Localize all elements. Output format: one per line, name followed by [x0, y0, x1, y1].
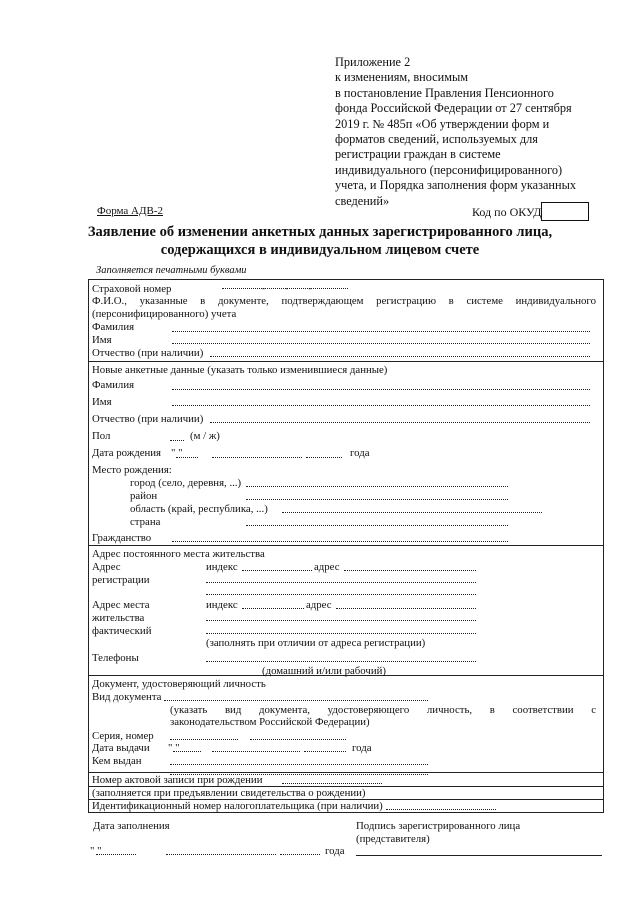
- birth-year-suffix: года: [350, 447, 370, 459]
- divider: [88, 361, 604, 362]
- fact-address-field-3[interactable]: [206, 633, 476, 634]
- birth-date-label: Дата рождения: [92, 447, 162, 459]
- okud-label: Код по ОКУД: [472, 205, 542, 219]
- issue-date-label: Дата выдачи: [92, 742, 150, 754]
- new-patronymic-field[interactable]: [210, 422, 590, 423]
- fill-year-field[interactable]: [280, 854, 320, 855]
- issue-year-suffix: года: [352, 742, 372, 754]
- current-patronymic-field[interactable]: [210, 356, 590, 357]
- fact-address-field[interactable]: [336, 608, 476, 609]
- fill-year-suffix: года: [325, 845, 345, 857]
- current-surname-field[interactable]: [172, 331, 590, 332]
- fill-note: Заполняется печатными буквами: [96, 265, 247, 276]
- citizenship-field[interactable]: [172, 541, 508, 542]
- fill-date-quote: " ": [90, 845, 102, 857]
- region-field[interactable]: [282, 512, 542, 513]
- issued-by-field[interactable]: [170, 764, 428, 765]
- reg-address-label-2: регистрации: [92, 574, 150, 586]
- number-field[interactable]: [250, 739, 346, 740]
- fill-date-label: Дата заполнения: [93, 820, 170, 832]
- new-surname-label: Фамилия: [92, 379, 135, 391]
- fio-caption: Ф.И.О., указанные в документе, подтверждающем регистрацию в системе индивидуального: [92, 295, 596, 307]
- fact-address-field-2[interactable]: [206, 620, 476, 621]
- sex-label: Пол: [92, 430, 111, 442]
- appendix-line: Приложение 2: [335, 55, 411, 69]
- new-data-header: Новые анкетные данные (указать только изменившиеся данные): [92, 364, 388, 376]
- fio-caption-2: (персонифицированного) учета: [92, 308, 237, 320]
- appendix-line: фонда Российской Федерации от 27 сентября: [335, 101, 572, 116]
- document-header: Документ, удостоверяющий личность: [92, 678, 266, 690]
- divider: [88, 545, 604, 546]
- fill-day-field[interactable]: [96, 854, 136, 855]
- birth-record-label: Номер актовой записи при рождении: [92, 774, 263, 786]
- issued-by-label: Кем выдан: [92, 755, 142, 767]
- birth-record-field[interactable]: [282, 783, 382, 784]
- current-name-label: Имя: [92, 334, 112, 346]
- reg-address-field-3[interactable]: [206, 594, 476, 595]
- address-header: Адрес постоянного места жительства: [92, 548, 265, 560]
- city-field[interactable]: [246, 486, 508, 487]
- doc-type-note-2: законодательством Российской Федерации): [170, 716, 370, 728]
- appendix-line: к изменениям, вносимым: [335, 70, 469, 85]
- appendix-block: [335, 55, 615, 209]
- fact-address-label: Адрес места: [92, 599, 150, 611]
- phones-note: (домашний и/или рабочий): [262, 665, 386, 677]
- sex-field[interactable]: [170, 440, 184, 441]
- fact-index-label: индекс: [206, 599, 238, 611]
- snils-label: Страховой номер: [92, 283, 172, 295]
- doc-type-note: (указать вид документа, удостоверяющего личность, в соответствии с: [170, 704, 596, 716]
- appendix-line: форматов сведений, используемых для: [335, 132, 538, 147]
- signature-field[interactable]: [356, 855, 602, 856]
- issue-day-field[interactable]: [173, 751, 201, 752]
- series-label: Серия, номер: [92, 730, 154, 742]
- form-code: Форма АДВ-2: [97, 205, 163, 217]
- sex-hint: (м / ж): [190, 430, 220, 442]
- fact-address-label-2: жительства: [92, 612, 145, 624]
- fact-address-note: (заполнять при отличии от адреса регистрации): [206, 637, 426, 649]
- new-name-field[interactable]: [172, 405, 590, 406]
- form-title-line1: Заявление об изменении анкетных данных зарегистрированного лица,: [87, 224, 553, 240]
- appendix-line: в постановление Правления Пенсионного: [335, 85, 554, 100]
- divider: [88, 772, 604, 773]
- series-field[interactable]: [170, 739, 238, 740]
- district-field[interactable]: [246, 499, 508, 500]
- signature-label: Подпись зарегистрированного лица: [356, 820, 521, 832]
- form-title-line2: содержащихся в индивидуальном лицевом счете: [160, 242, 480, 258]
- reg-index-label: индекс: [206, 561, 238, 573]
- country-label: страна: [130, 516, 161, 528]
- issue-month-field[interactable]: [212, 751, 300, 752]
- citizenship-label: Гражданство: [92, 532, 152, 544]
- appendix-line: сведений»: [335, 193, 390, 208]
- phones-field[interactable]: [206, 661, 476, 662]
- current-name-field[interactable]: [172, 343, 590, 344]
- new-surname-field[interactable]: [172, 389, 590, 390]
- signature-label-2: (представителя): [356, 833, 430, 845]
- birth-day-field[interactable]: [176, 457, 198, 458]
- inn-field[interactable]: [386, 809, 496, 810]
- new-patronymic-label: Отчество (при наличии): [92, 413, 204, 425]
- current-surname-label: Фамилия: [92, 321, 135, 333]
- doc-type-field[interactable]: [164, 700, 428, 701]
- fact-addr-label: адрес: [306, 599, 332, 611]
- birth-place-label: Место рождения:: [92, 464, 172, 476]
- reg-address-label: Адрес: [92, 561, 121, 573]
- okud-input[interactable]: [541, 202, 589, 221]
- region-label: область (край, республика, ...): [130, 503, 268, 515]
- inn-label: Идентификационный номер налогоплательщика (при наличии): [92, 800, 383, 812]
- appendix-line: регистрации граждан в системе: [335, 147, 501, 162]
- current-patronymic-label: Отчество (при наличии): [92, 347, 204, 359]
- phones-label: Телефоны: [92, 652, 139, 664]
- district-label: район: [130, 490, 158, 502]
- reg-address-field-2[interactable]: [206, 582, 476, 583]
- birth-year-field[interactable]: [306, 457, 342, 458]
- reg-addr-label: адрес: [314, 561, 340, 573]
- birth-month-field[interactable]: [212, 457, 302, 458]
- appendix-line: учета, и Порядка заполнения форм указанных: [335, 178, 576, 193]
- fact-index-field[interactable]: [242, 608, 304, 609]
- reg-index-field[interactable]: [242, 570, 312, 571]
- new-name-label: Имя: [92, 396, 112, 408]
- appendix-line: 2019 г. № 485п «Об утверждении форм и: [335, 116, 550, 131]
- country-field[interactable]: [246, 525, 508, 526]
- reg-address-field[interactable]: [344, 570, 476, 571]
- issue-date-quote: " ": [168, 742, 180, 754]
- fill-month-field[interactable]: [166, 854, 276, 855]
- birth-record-note: (заполняется при предъявлении свидетельства о рождении): [92, 787, 366, 799]
- birth-date-quote: " ": [171, 447, 183, 459]
- city-label: город (село, деревня, ...): [130, 477, 242, 489]
- issue-year-field[interactable]: [304, 751, 346, 752]
- doc-type-label: Вид документа: [92, 691, 162, 703]
- snils-mask: - - -: [262, 283, 321, 293]
- appendix-line: индивидуального (персонифицированного): [335, 162, 563, 177]
- fact-address-label-3: фактический: [92, 625, 152, 637]
